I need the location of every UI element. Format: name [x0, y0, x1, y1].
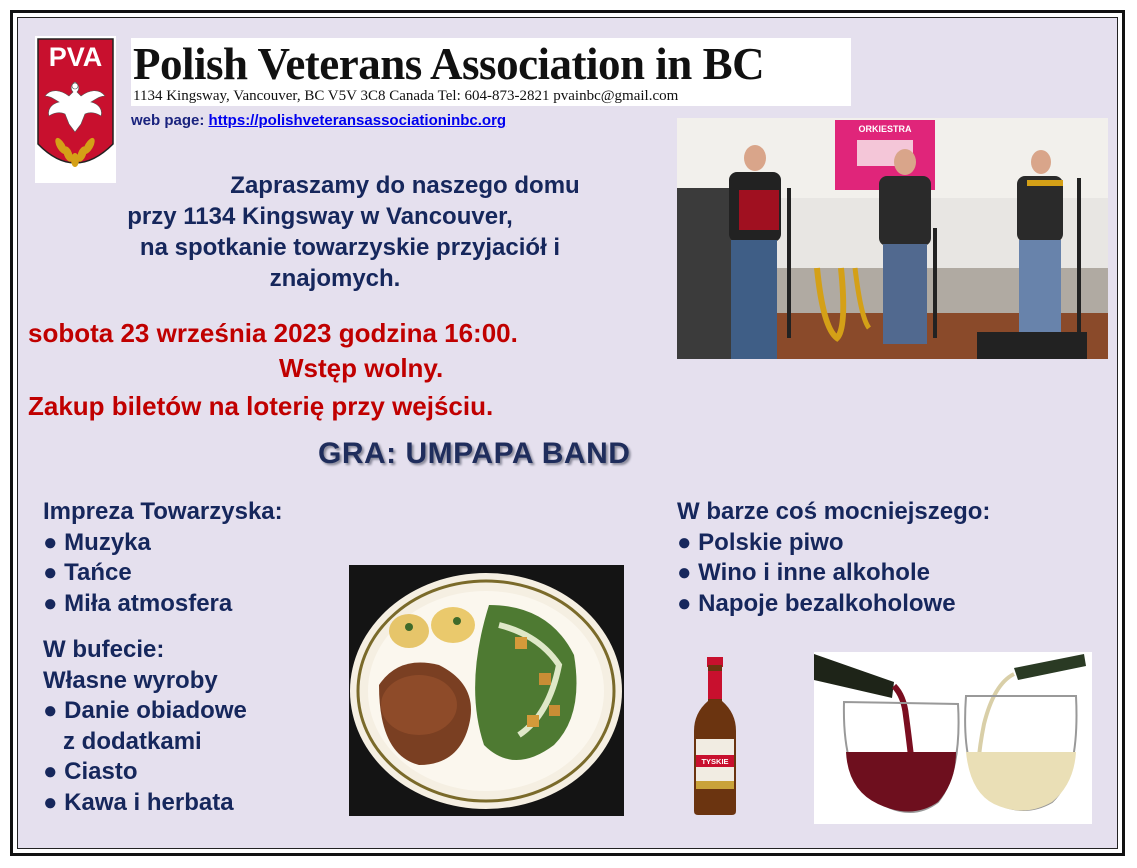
- pva-eagle-shield-icon: [35, 36, 116, 183]
- org-name: Polish Veterans Association in BC: [133, 39, 765, 89]
- logo-text: PVA: [48, 42, 103, 72]
- invitation-line-2: przy 1134 Kingsway w Vancouver,: [127, 203, 513, 230]
- band-banner-text: ORKIESTRA: [858, 124, 912, 134]
- bar-heading: W barze coś mocniejszego:: [677, 498, 991, 525]
- web-page-line: [131, 112, 506, 129]
- org-address: 1134 Kingsway, Vancouver, BC V5V 3C8 Canada Tel: 604-873-2821 pvainbc@gmail.com: [133, 88, 679, 104]
- food-plate-photo: [349, 565, 624, 816]
- list-item: z dodatkami: [43, 727, 202, 755]
- band-photo: [677, 118, 1108, 359]
- list-item: ● Kawa i herbata: [43, 788, 234, 816]
- list-item: ● Napoje bezalkoholowe: [677, 589, 956, 617]
- header-banner: [131, 38, 851, 106]
- pva-logo: [35, 36, 116, 183]
- invitation-text: [40, 170, 660, 294]
- event-datetime: sobota 23 września 2023 godzina 16:00.: [28, 318, 518, 348]
- invitation-line-1: Zapraszamy do naszego domu: [230, 172, 580, 199]
- band-title: GRA: UMPAPA BAND: [318, 437, 631, 470]
- invitation-line-4: znajomych.: [269, 265, 401, 292]
- event-entry: Wstęp wolny.: [279, 353, 444, 383]
- invitation-line-3: na spotkanie towarzyskie przyjaciół i: [139, 234, 561, 261]
- buffet-heading: W bufecie:: [43, 636, 165, 663]
- bar-list: [677, 497, 990, 619]
- list-item: ● Wino i inne alkohole: [677, 559, 930, 586]
- website-link[interactable]: https://polishveteransassociationinbc.org: [208, 112, 507, 129]
- buffet-list: [43, 635, 247, 818]
- list-item: ● Tańce: [43, 559, 132, 586]
- list-item: ● Miła atmosfera: [43, 589, 233, 617]
- list-item: ● Danie obiadowe: [43, 697, 247, 724]
- list-item: ● Ciasto: [43, 758, 138, 785]
- beer-bottle-icon: [690, 655, 740, 817]
- beer-label: TYSKIE: [701, 757, 729, 766]
- social-list: [43, 497, 283, 619]
- wine-glasses-photo: [814, 652, 1092, 824]
- list-item: ● Polskie piwo: [677, 528, 844, 556]
- social-heading: Impreza Towarzyska:: [43, 498, 283, 525]
- buffet-subheading: Własne wyroby: [43, 666, 218, 694]
- list-item: ● Muzyka: [43, 528, 151, 556]
- event-lottery: Zakup biletów na loterię przy wejściu.: [28, 391, 494, 421]
- web-label: web page:: [131, 112, 205, 129]
